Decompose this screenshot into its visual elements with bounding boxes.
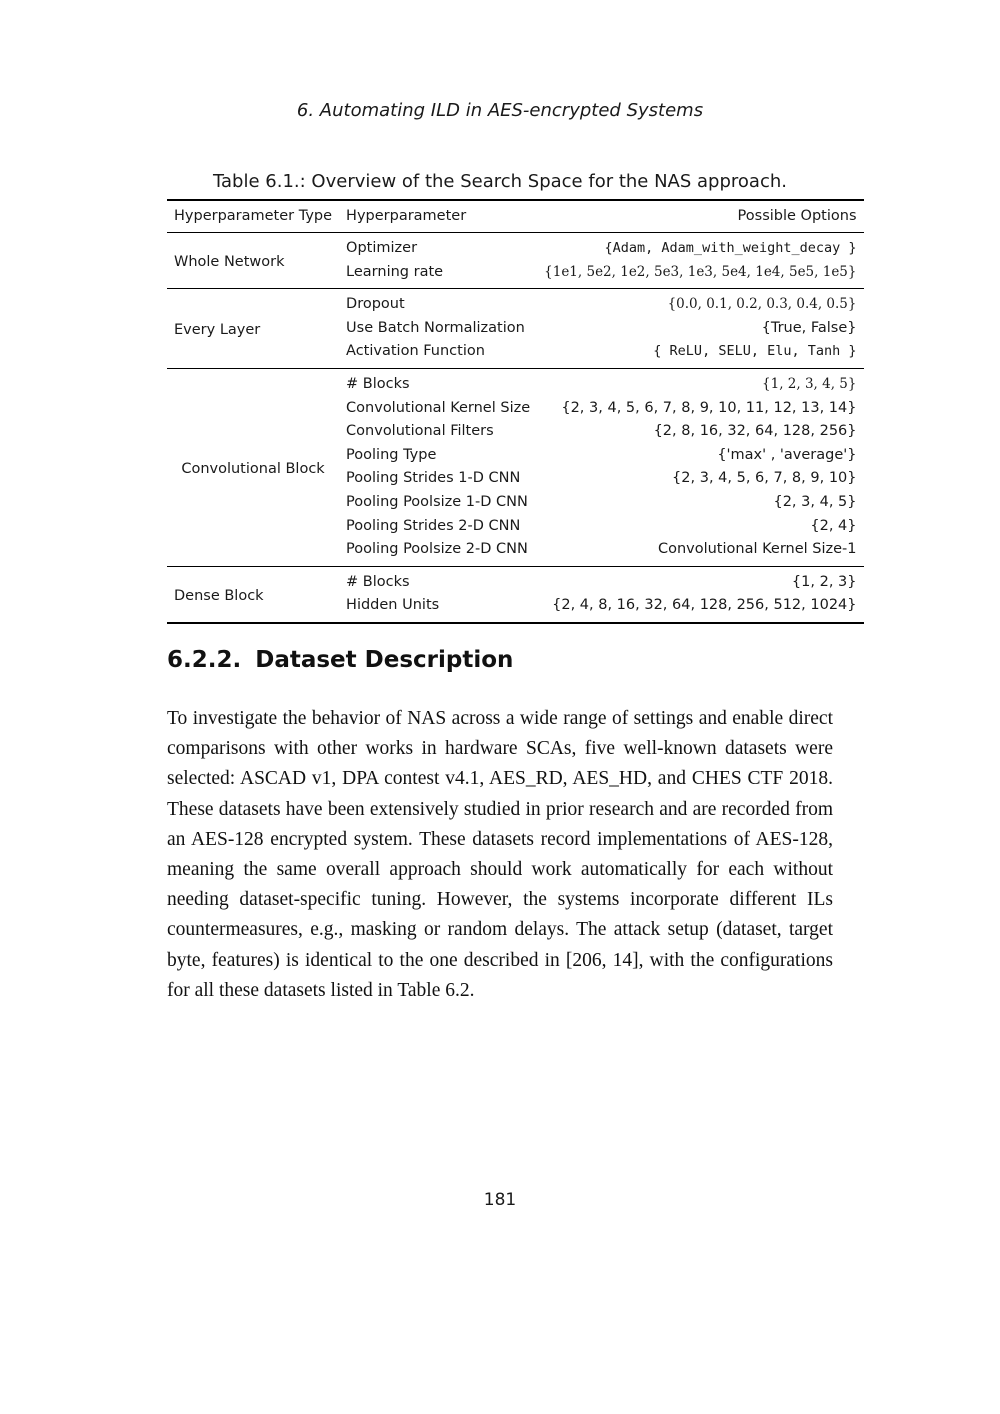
param-cell: Dropout [346,296,405,313]
group-label: Every Layer [174,321,261,338]
param-cell: Activation Function [346,343,485,360]
table-row [167,233,864,261]
param-cell: Optimizer [346,240,418,256]
options-cell: {2, 8, 16, 32, 64, 128, 256} [653,423,857,440]
param-cell: Convolutional Kernel Size [346,399,531,416]
options-cell: {'max' , 'average'} [717,446,857,463]
table-row [167,289,864,317]
section-number: 6.2.2. [167,647,242,673]
param-cell: Pooling Type [346,446,437,463]
param-cell: Convolutional Filters [346,423,494,440]
options-cell: {2, 3, 4, 5, 6, 7, 8, 9, 10} [672,470,857,487]
options-cell: {0.0, 0.1, 0.2, 0.3, 0.4, 0.5} [667,296,857,313]
group-label: Convolutional Block [181,460,325,477]
param-cell: Learning rate [346,263,444,280]
group-dense-block [167,566,864,623]
options-cell: {1e1, 5e2, 1e2, 5e3, 1e3, 5e4, 1e4, 5e5, 1e5} [544,263,857,280]
page-number: 181 [483,1190,517,1210]
options-cell: {True, False} [761,319,857,336]
options-cell: {1, 2, 3, 4, 5} [762,375,857,392]
options-cell: {2, 4} [810,517,857,534]
group-label: Whole Network [174,253,285,270]
options-cell: {2, 3, 4, 5, 6, 7, 8, 9, 10, 11, 12, 13, 14} [561,399,857,416]
section-heading [167,647,513,673]
header-hyperparameter: Hyperparameter [346,208,467,224]
table-row [167,566,864,594]
running-header: 6. Automating ILD in AES-encrypted Systems [296,100,704,121]
section-title: Dataset Description [255,647,514,673]
table-row [167,368,864,396]
group-whole-network [167,233,864,289]
param-cell: # Blocks [346,573,410,590]
param-cell: Pooling Poolsize 2-D CNN [346,541,528,558]
options-cell: {1, 2, 3} [791,573,857,590]
table-caption: Table 6.1.: Overview of the Search Space for the NAS approach. [213,171,787,192]
header-possible-options: Possible Options [737,208,857,224]
options-cell: {2, 3, 4, 5} [773,493,857,510]
param-cell: Use Batch Normalization [346,319,525,336]
header-hyperparameter-type: Hyperparameter Type [174,208,333,224]
body-paragraph: To investigate the behavior of NAS across a wide range of settings and enable direct comparisons with other works in hardware SCAs, five well-known datasets were selected: ASCAD v1, DPA contest v4.1, AES_RD, AES_HD, and CHES CTF 2018. These datasets have been extensively studied in prior research and are recorded from an AES-128 encrypted system. These datasets record implementations of AES-128, meaning the same overall approach should work automatically for each without needing dataset-specific tuning. However, the systems incorporate different ILs countermeasures, e.g., masking or random delays. The attack setup (dataset, target byte, features) is identical to the one described in [206, 14], with the configurations for all these datasets listed in Table 6.2. [167,708,833,1001]
options-cell: { ReLU, SELU, Elu, Tanh } [653,343,857,360]
group-convolutional-block [167,368,864,566]
param-cell: Pooling Strides 2-D CNN [346,517,521,534]
options-cell: {2, 4, 8, 16, 32, 64, 128, 256, 512, 1024} [552,597,857,614]
param-cell: Pooling Poolsize 1-D CNN [346,493,528,510]
param-cell: # Blocks [346,375,410,392]
group-every-layer [167,289,864,369]
param-cell: Hidden Units [346,597,440,614]
param-cell: Pooling Strides 1-D CNN [346,470,521,487]
options-cell: {Adam, Adam_with_weight_decay } [604,240,857,256]
search-space-table [167,199,864,624]
group-label: Dense Block [174,587,264,604]
table-header-row [167,200,864,233]
options-cell: Convolutional Kernel Size-1 [657,541,857,558]
